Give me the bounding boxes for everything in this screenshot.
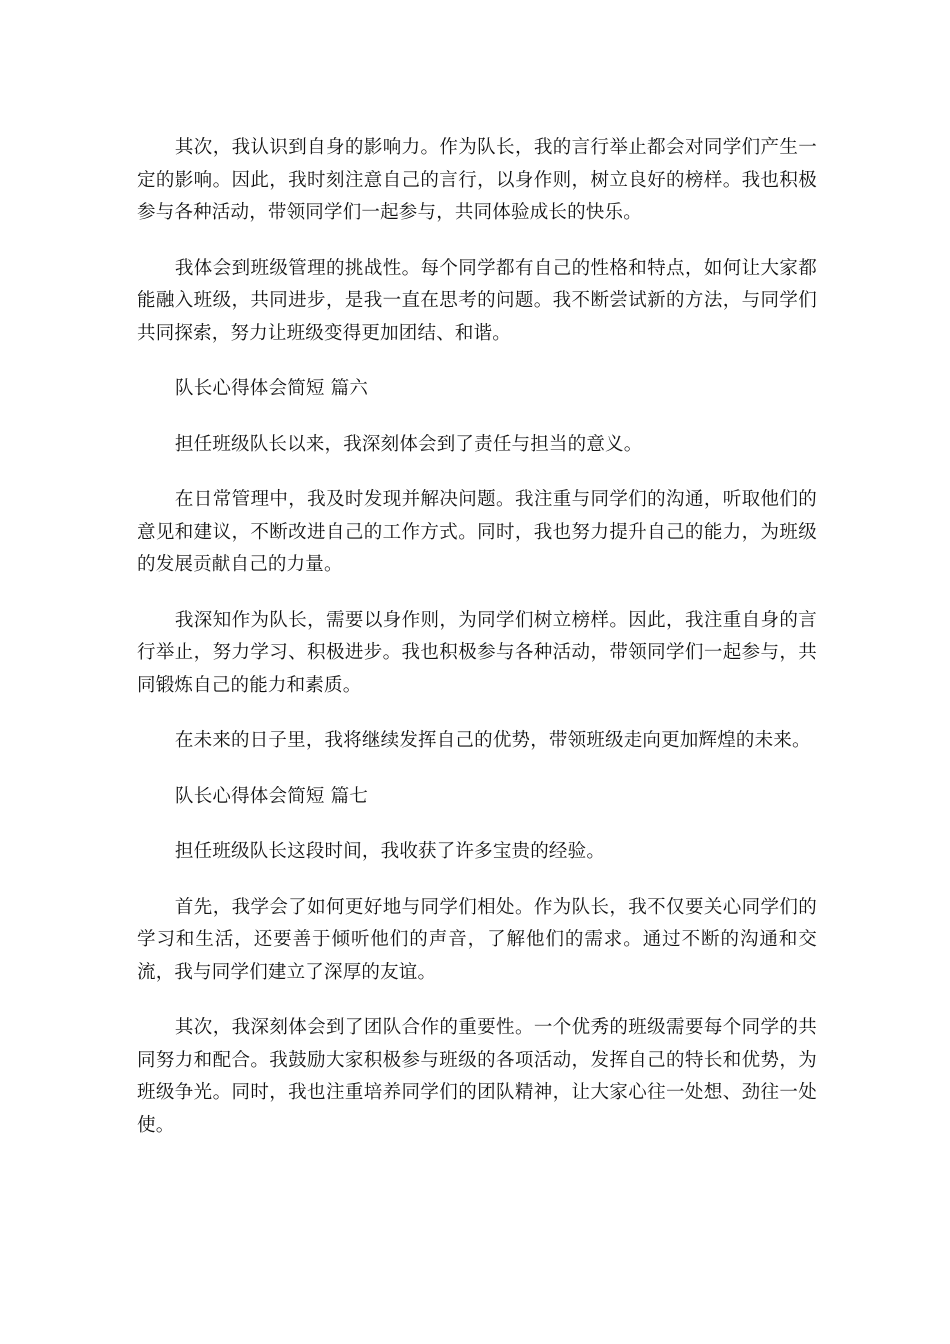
paragraph: 我体会到班级管理的挑战性。每个同学都有自己的性格和特点，如何让大家都能融入班级，共同进步，是我一直在思考的问题。我不断尝试新的方法，与同学们共同探索，努力让班级变得更加团结、和谐。 <box>137 257 817 344</box>
paragraph: 首先，我学会了如何更好地与同学们相处。作为队长，我不仅要关心同学们的学习和生活，还要善于倾听他们的声音，了解他们的需求。通过不断的沟通和交流，我与同学们建立了深厚的友谊。 <box>137 896 817 983</box>
section-heading: 队长心得体会简短 篇七 <box>175 785 369 807</box>
document-page <box>137 132 817 1165</box>
section-heading: 队长心得体会简短 篇六 <box>175 378 369 399</box>
paragraph: 在未来的日子里，我将继续发挥自己的优势，带领班级走向更加辉煌的未来。 <box>174 730 811 751</box>
paragraph: 其次，我认识到自身的影响力。作为队长，我的言行举止都会对同学们产生一定的影响。因此，我时刻注意自己的言行，以身作则，树立良好的榜样。我也积极参与各种活动，带领同学们一起参与，共同体验成长的快乐。 <box>137 137 817 223</box>
paragraph: 其次，我深刻体会到了团队合作的重要性。一个优秀的班级需要每个同学的共同努力和配合。我鼓励大家积极参与班级的各项活动，发挥自己的特长和优势，为班级争光。同时，我也注重培养同学们的团队精神，让大家心往一处想、劲往一处使。 <box>137 1017 817 1136</box>
paragraph: 在日常管理中，我及时发现并解决问题。我注重与同学们的沟通，听取他们的意见和建议，不断改进自己的工作方式。同时，我也努力提升自己的能力，为班级的发展贡献自己的力量。 <box>137 489 817 575</box>
paragraph: 担任班级队长这段时间，我收获了许多宝贵的经验。 <box>174 841 606 862</box>
paragraph: 担任班级队长以来，我深刻体会到了责任与担当的意义。 <box>174 433 643 455</box>
paragraph: 我深知作为队长，需要以身作则，为同学们树立榜样。因此，我注重自身的言行举止，努力学习、积极进步。我也积极参与各种活动，带领同学们一起参与，共同锻炼自己的能力和素质。 <box>137 609 817 696</box>
